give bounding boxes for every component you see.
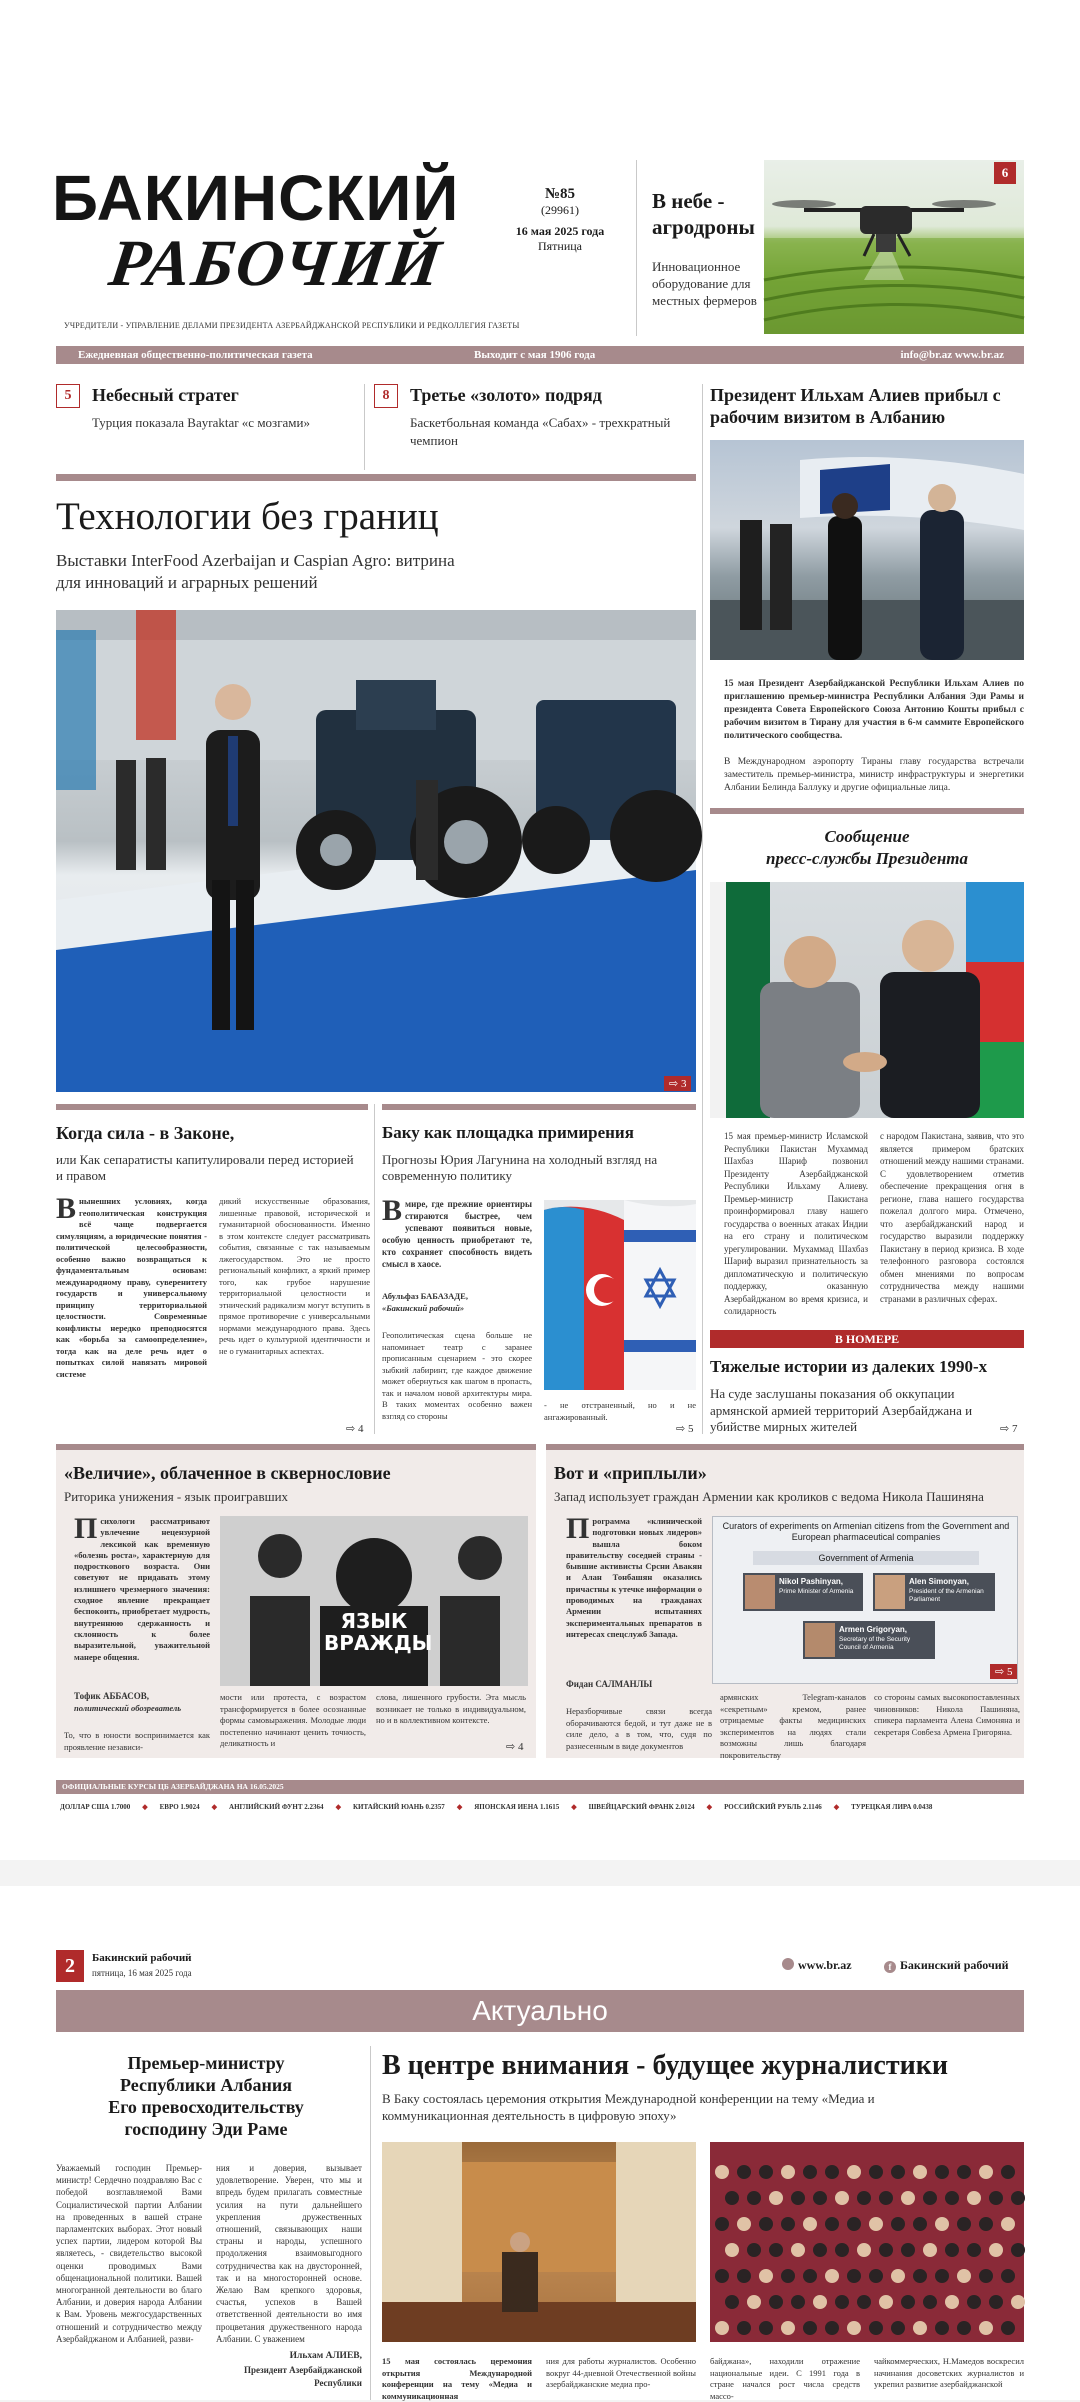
issue-total: (29961): [541, 203, 579, 217]
journalism-subtitle: В Баку состоялась церемония открытия Международной конференции на тему «Медиа и коммуникационная деятельность в цифровую эпоху»: [382, 2091, 875, 2123]
greatness-text3: слова, лишенного грубости. Эта мысль возникает не только в индивидуальном, но и в коллективном контексте.: [376, 1692, 526, 1725]
audience-head: [803, 2165, 817, 2179]
greatness-top-rule: [56, 1444, 536, 1450]
person-card-1: [743, 1573, 863, 1611]
audience-head: [847, 2217, 861, 2231]
audience-head: [879, 2295, 893, 2309]
promo-page-number[interactable]: 6: [994, 162, 1016, 184]
audience-head: [901, 2191, 915, 2205]
lead-page-link[interactable]: ⇨ 3: [664, 1076, 691, 1091]
greatness-lead: Психологи рассматривают увлечение нецензурной лексикой как временную «болезнь роста», характерную для подросткового возраста. Они советуют не придавать этому излишнего чрезмерного значения: сходное явление прекращает беспокоить, приобретает мудрость, внутреннюю сдержанность и склонность к более выразительной, уважительной манере общения.: [74, 1512, 210, 1662]
audience-head: [803, 2217, 817, 2231]
rate-item: КИТАЙСКИЙ ЮАНЬ 0.2357: [352, 1803, 445, 1811]
audience-head: [979, 2217, 993, 2231]
teaser-2-page[interactable]: 8: [374, 384, 398, 408]
rate-item: АНГЛИЙСКИЙ ФУНТ 2.2364: [229, 1803, 324, 1811]
page2-facebook[interactable]: [884, 1958, 1009, 1973]
letter-col1: Уважаемый господин Премьер-министр! Сердечно поздравляю Вас с победой возглавляемой Вами Социалистической партии Албании на проведенных в вашей стране парламентских выборах. Этот новый успех партии, лидером которой Вы являетесь, - свидетельство высокой оценки проводимых Вами общенациональной политики. Вашей многогранной деятельности во благо Албании, и доверия народа Албании к Вам. Уровень межгосударственных отношений и сотрудничество между Азербайджаном и Албанией, разви-: [56, 2163, 202, 2344]
rate-item: ЯПОНСКАЯ ИЕНА 1.1615: [474, 1803, 560, 1811]
teaser-2-title[interactable]: Третье «золото» подряд: [410, 385, 602, 405]
audience-head: [935, 2165, 949, 2179]
audience-head: [967, 2191, 981, 2205]
audience-head: [813, 2295, 827, 2309]
law-text-col2: дикий искусственные образования, лишенные правовой, исторической и гуманитарной обоснованности. Именно в этом контексте следует рассматривать события, связанные с так называемым лжегосударством. Это не просто региональный конфликт, а яркий пример того, как грубое нарушение территориальной целостности и этнический радикализм могут вступить в прямое противоречие с универсальными нормами международного права. Здесь речь идет о культурной идентичности и не о гуманитарных аспектах.: [219, 1196, 370, 1356]
person-avatar-3: [805, 1623, 835, 1657]
audience-head: [1011, 2191, 1025, 2205]
masthead-title-line2: РАБОЧИЙ: [104, 227, 447, 300]
baku-page-link[interactable]: ⇨ 5: [676, 1423, 694, 1435]
audience-head: [923, 2243, 937, 2257]
teaser-1-text: Турция показала Bayraktar «с мозгами»: [92, 415, 310, 430]
band-right[interactable]: info@br.az www.br.az: [900, 349, 1004, 361]
page2-site-label: www.br.az: [798, 1958, 852, 1972]
audience-head: [945, 2243, 959, 2257]
audience-head: [759, 2165, 773, 2179]
audience-head: [1001, 2269, 1015, 2283]
baku-subtitle: Прогнозы Юрия Лагунина на холодный взгляд на современную политику: [382, 1152, 658, 1183]
masthead-divider: [636, 160, 637, 336]
teaser-1-page[interactable]: 5: [56, 384, 80, 408]
issue-date: 16 мая 2025 года: [515, 224, 605, 238]
greatness-author: Тофик АББАСОВ,: [74, 1691, 150, 1701]
person-name-2: Alen Simonyan,: [909, 1577, 970, 1586]
audience-head: [957, 2269, 971, 2283]
greatness-image-line2: ВРАЖДЫ: [324, 1631, 433, 1655]
person-role-1: Prime Minister of Armenia: [779, 1588, 854, 1595]
letter-sign-name: Ильхам АЛИЕВ,: [289, 2351, 362, 2361]
audience-head: [967, 2243, 981, 2257]
greatness-text2: мости или протеста, с возрастом трансформируется в более осознанные формы самовыражения. Молодые люди постепенно начинают ценить точность, деликатность и: [220, 1692, 366, 1748]
rabbits-title[interactable]: Вот и «приплыли»: [554, 1463, 707, 1483]
page2-paper-name: Бакинский рабочий: [92, 1952, 192, 1964]
journalism-col4: чайкоммерческих, Н.Мамедов воскресил начинания досоветских журналистов и укрепил развитие азербайджанской: [874, 2356, 1024, 2389]
rate-separator: ◆: [571, 1803, 577, 1811]
greatness-image[interactable]: [220, 1516, 528, 1686]
audience-head: [913, 2321, 927, 2335]
audience-head: [935, 2269, 949, 2283]
teasers-bottom-rule: [56, 474, 696, 481]
in-issue-page-link[interactable]: ⇨ 7: [1000, 1423, 1018, 1435]
audience-head: [979, 2165, 993, 2179]
main-right-column-divider: [702, 384, 703, 1434]
rates-row: [60, 1800, 1020, 1814]
exhibition-scene: [56, 610, 696, 1092]
audience-head: [781, 2321, 795, 2335]
audience-head: [857, 2243, 871, 2257]
greatness-author-role: политический обозреватель: [74, 1703, 182, 1713]
press-text-col1: 15 мая премьер-министр Исламской Республики Пакистан Мухаммад Шахбаз Шариф позвонил Президенту Азербайджанской Республики Ильхаму Алиеву. Премьер-министр Пакистана проинформировал главу нашего государства о военных атаках Индии на его страну и политическом урегулировании. Мухаммад Шахбаз Шариф выразил признательность за дипломатическую и политическую поддержку, оказанную Азербайджаном во время кризиса, и солидарность: [724, 1131, 868, 1316]
audience-head: [891, 2321, 905, 2335]
audience-head: [769, 2295, 783, 2309]
baku-quote: Вмире, где прежние ориентиры стираются быстрее, чем успевают появиться новые, особую ценность приобретают те, кто сохраняет способность видеть смысл в хаосе.: [382, 1194, 532, 1269]
audience-head: [813, 2243, 827, 2257]
albania-caption: 15 мая Президент Азербайджанской Республики Ильхам Алиев по приглашению премьер-министра Республики Албания Эди Рамы и президента Совета Европейского Союза Антонию Кошты прибыл с рабочим визитом в Тирану для участия в 6-м саммите Европейского политического сообщества.: [724, 679, 1024, 741]
audience-head: [901, 2295, 915, 2309]
audience-head: [747, 2295, 761, 2309]
audience-head: [725, 2243, 739, 2257]
audience-head: [891, 2269, 905, 2283]
greatness-page-link[interactable]: ⇨ 4: [506, 1741, 524, 1753]
audience-head: [857, 2295, 871, 2309]
teaser-2-text: Баскетбольная команда «Сабах» - трехкратный чемпион: [410, 415, 671, 448]
journalism-photo-audience[interactable]: [710, 2142, 1024, 2342]
audience-head: [979, 2269, 993, 2283]
audience-head: [913, 2269, 927, 2283]
teaser-divider: [364, 384, 365, 470]
rate-separator: ◆: [335, 1803, 341, 1811]
audience-head: [901, 2243, 915, 2257]
albania-bottom-rule: [710, 808, 1024, 814]
audience-head: [935, 2217, 949, 2231]
law-baku-divider: [374, 1104, 375, 1434]
audience-head: [803, 2321, 817, 2335]
flags-icon: [544, 1200, 696, 1390]
lead-title[interactable]: Технологии без границ: [56, 495, 439, 538]
audience-head: [1011, 2243, 1025, 2257]
person-role-2: President of the Armenian Parliament: [909, 1588, 984, 1603]
audience-head: [979, 2321, 993, 2335]
press-photo[interactable]: [710, 882, 1024, 1118]
audience-head: [869, 2321, 883, 2335]
audience-head: [891, 2165, 905, 2179]
audience-head: [935, 2321, 949, 2335]
audience-head: [945, 2191, 959, 2205]
page2-divider: [370, 2046, 371, 2400]
audience-head: [781, 2269, 795, 2283]
journalism-col2: ния для работы журналистов. Особенно вокруг 44-дневной Отечественной войны азербайджанские медиа про-: [546, 2356, 696, 2389]
baku-text-after: - не отстраненный, но и не ангажированный.: [544, 1400, 696, 1422]
audience-head: [913, 2165, 927, 2179]
greatness-subtitle: Риторика унижения - язык проигравших: [64, 1489, 289, 1504]
greatness-title[interactable]: «Величие», облаченное в сквернословие: [64, 1463, 391, 1483]
masthead-band: [56, 346, 1024, 364]
letter-title: [56, 2052, 356, 2140]
baku-title[interactable]: Баку как площадка примирения: [382, 1123, 634, 1142]
baku-text: Геополитическая сцена больше не напоминает театр с заранее прописанным сценарием - это скорее зыбкий лабиринт, где каждое движение может обернуться как шагом в пропасть, так и началом новой архитектуры мира. В таких моментах особенно важен взгляд со стороны: [382, 1330, 532, 1421]
baku-author: Абульфаз БАБАЗАДЕ,: [382, 1291, 468, 1301]
audience-head: [989, 2295, 1003, 2309]
page-two: [0, 1886, 1080, 2400]
audience-head: [957, 2217, 971, 2231]
albania-photo[interactable]: [710, 440, 1024, 660]
law-subtitle: или Как сепаратисты капитулировали перед историей и правом: [56, 1152, 354, 1183]
journalism-col1: 15 мая состоялась церемония открытия Международной конференции на тему «Медиа и коммуникационная: [382, 2356, 532, 2401]
law-text: [56, 1192, 370, 1424]
teaser-1-title[interactable]: Небесный стратег: [92, 385, 239, 405]
audience-head: [759, 2269, 773, 2283]
band-left: Ежедневная общественно-политическая газета: [78, 349, 313, 361]
rabbits-lead: Программа «клинической подготовки новых лидеров» вышла боком правительству соседней страны - бывшие активисты Срсни Авакян и Алан Тонбашян оказались причастны к утечке информации о проводимых на гражданах Армении испытаниях экспериментальных препаратов в интересах спецслужб Запада.: [566, 1512, 702, 1639]
leaders-handshake: [710, 882, 1024, 1118]
baku-top-rule: [382, 1104, 696, 1110]
audience-head: [791, 2295, 805, 2309]
person-name-3: Armen Grigoryan,: [839, 1625, 908, 1634]
audience-head: [989, 2191, 1003, 2205]
promo-text: Инновационное оборудование для местных фермеров: [652, 259, 757, 308]
albania-title[interactable]: Президент Ильхам Алиев прибыл с рабочим визитом в Албанию: [710, 385, 1001, 427]
audience-head: [879, 2191, 893, 2205]
letter-sign-role: Президент Азербайджанской Республики: [243, 2365, 362, 2388]
rabbits-panel[interactable]: [712, 1516, 1018, 1684]
audience-head: [879, 2243, 893, 2257]
audience-head: [747, 2243, 761, 2257]
drone-icon: [764, 160, 1024, 334]
press-text: [724, 1130, 1024, 1318]
audience-head: [813, 2191, 827, 2205]
page2-site[interactable]: [782, 1958, 852, 1973]
greatness-image-line1: ЯЗЫК: [340, 1609, 408, 1633]
rate-item: ЕВРО 1.9024: [159, 1803, 200, 1811]
audience-head: [1011, 2295, 1025, 2309]
audience-head: [759, 2321, 773, 2335]
masthead-title-line1: БАКИНСКИЙ: [52, 162, 460, 234]
baku-flags-photo[interactable]: [544, 1200, 696, 1390]
greatness-text1: То, что в юности воспринимается как проявление независи-: [64, 1730, 210, 1752]
rabbits-text3: со стороны самых высокопоставленных чиновников: Никола Пашиняна, спикера парламента Алена Симоняна и секретаря Совбеза Армена Григоряна.: [874, 1692, 1020, 1737]
rate-separator: ◆: [706, 1803, 713, 1811]
audience-head: [847, 2269, 861, 2283]
person-card-2: [873, 1573, 995, 1611]
audience-head: [715, 2165, 729, 2179]
audience-head: [857, 2191, 871, 2205]
audience-head: [769, 2243, 783, 2257]
audience-head: [847, 2165, 861, 2179]
press-title-line1: Сообщение: [824, 827, 910, 846]
page2-date: пятница, 16 мая 2025 года: [92, 1968, 192, 1978]
audience-head: [725, 2295, 739, 2309]
audience-head: [737, 2165, 751, 2179]
baku-author-role: «Бакинский рабочий»: [382, 1303, 465, 1313]
journalism-photo-stage[interactable]: [382, 2142, 696, 2342]
conference-audience: [710, 2142, 1024, 2342]
masthead-title: [52, 162, 492, 300]
rabbits-text1: Неразборчивые связи всегда оборачиваются бедой, и тут даже не в силе дело, а в том, что, судя по разнесенным в виде документов: [566, 1706, 712, 1751]
audience-head: [781, 2165, 795, 2179]
conference-stage: [382, 2142, 696, 2342]
audience-head: [737, 2217, 751, 2231]
audience-head: [1001, 2165, 1015, 2179]
rabbits-panel-gov: Government of Armenia: [753, 1551, 979, 1565]
facebook-icon: f: [884, 1961, 896, 1973]
audience-head: [715, 2321, 729, 2335]
rate-separator: ◆: [211, 1803, 218, 1811]
journalism-col3: байджана», находили отражение национальные идеи. С 1991 года в стране начался рост числа средств массо-: [710, 2356, 860, 2401]
press-title[interactable]: [710, 826, 1024, 870]
law-top-rule: [56, 1104, 368, 1110]
audience-head: [957, 2321, 971, 2335]
letter-title-3: Его превосходительству: [108, 2097, 304, 2117]
page2-facebook-label: Бакинский рабочий: [900, 1958, 1009, 1972]
audience-head: [825, 2269, 839, 2283]
rate-item: ШВЕЙЦАРСКИЙ ФРАНК 2.0124: [588, 1803, 695, 1811]
audience-head: [825, 2217, 839, 2231]
audience-head: [825, 2165, 839, 2179]
audience-head: [891, 2217, 905, 2231]
lead-photo[interactable]: [56, 610, 696, 1092]
audience-head: [869, 2217, 883, 2231]
person-card-3: [803, 1621, 935, 1659]
section-band: Актуально: [56, 1990, 1024, 2032]
audience-head: [869, 2165, 883, 2179]
rate-separator: ◆: [142, 1803, 148, 1811]
issue-weekday: Пятница: [537, 239, 583, 253]
audience-head: [913, 2217, 927, 2231]
rates-title: ОФИЦИАЛЬНЫЕ КУРСЫ ЦБ АЗЕРБАЙДЖАНА НА 16.05.2025: [56, 1780, 1024, 1794]
audience-head: [989, 2243, 1003, 2257]
law-title[interactable]: Когда сила - в Законе,: [56, 1123, 235, 1143]
audience-head: [923, 2191, 937, 2205]
lead-subtitle: Выставки InterFood Azerbaijan и Caspian Agro: витрина для инноваций и аграрных решений: [56, 551, 455, 592]
audience-head: [923, 2295, 937, 2309]
rabbits-author: Фидан САЛМАНЛЫ: [566, 1679, 653, 1689]
press-text-col2: с народом Пакистана, заявив, что это является примером братских отношений между нашими странами. С удовлетворением отметив обеспечение прекращения огня в регионе, глава нашего государства пожелал долгого мира. Отмечено, что азербайджанский народ и государство выразили поддержку Пакистану в период кризиса. В ходе телефонного разговора состоялся обмен мнениями по вопросам сотрудничества между нашими странами в различных сферах.: [880, 1131, 1024, 1304]
audience-head: [725, 2191, 739, 2205]
rabbits-text2: армянских Telegram-каналов «секретным» кремом, ранее отрицаемые факты медицинских экспериментов на людях стали возможны лишь благодаря покровительству: [720, 1692, 866, 1760]
letter-title-2: Республики Албания: [120, 2075, 292, 2095]
rabbits-panel-header: Curators of experiments on Armenian citizens from the Government and European pharmaceutical companies: [722, 1521, 1010, 1542]
rate-separator: ◆: [456, 1803, 463, 1811]
audience-head: [1001, 2321, 1015, 2335]
in-issue-label: В НОМЕРЕ: [710, 1330, 1024, 1348]
band-center: Выходит с мая 1906 года: [474, 349, 596, 361]
letter-col2: ния и доверия, вызывает удовлетворение. Уверен, что мы и впредь будем прилагать совместные усилия на пути дальнейшего укрепления дружественных отношений, связывающих наши страны и народы, успешного продолжения взаимовыгодного сотрудничества как на двусторонней, так и на многосторонней основе. Желаю Вам крепкого здоровья, счастья, успехов в Вашей ответственной деятельности во имя процветания дружественного народа Албании. С уважением: [216, 2163, 362, 2344]
in-issue-title[interactable]: Тяжелые истории из далеких 1990-х: [710, 1357, 988, 1376]
audience-head: [945, 2295, 959, 2309]
audience-head: [769, 2191, 783, 2205]
audience-head: [803, 2269, 817, 2283]
rate-item: ДОЛЛАР США 1.7000: [60, 1803, 131, 1811]
hate-speech-illustration: [220, 1516, 528, 1686]
audience-head: [747, 2191, 761, 2205]
audience-head: [781, 2217, 795, 2231]
person-avatar-1: [745, 1575, 775, 1609]
letter-title-4: господину Эди Раме: [124, 2119, 288, 2139]
in-issue-text: На суде заслушаны показания об оккупации армянской армией территорий Азербайджана и убийстве мирных жителей: [710, 1386, 973, 1434]
person-role-3: Secretary of the Security Council of Armenia: [839, 1636, 911, 1651]
rate-item: ТУРЕЦКАЯ ЛИРА 0.0438: [851, 1803, 933, 1811]
audience-head: [1001, 2217, 1015, 2231]
promo-drone-photo[interactable]: [764, 160, 1024, 334]
law-text-col1: Внынешних условиях, когда геополитическая конструкция всё чаще подвергается симуляциям, а юридические понятия - политической целесообразности, особенно важно возвращаться к фундаментальным основам: международному праву, суверенитету государств и универсальному принципу территориальной целостности. Современные конфликты нередко преподносятся как «борьба за самоопределение», тогда как на деле речь идет о попытках силой навязать мировой системе: [56, 1192, 207, 1379]
rabbits-subtitle: Запад использует граждан Армении как кроликов с ведома Никола Пашиняна: [554, 1489, 984, 1504]
rate-item: РОССИЙСКИЙ РУБЛЬ 2.1146: [724, 1803, 822, 1811]
audience-head: [737, 2321, 751, 2335]
audience-head: [835, 2191, 849, 2205]
audience-head: [715, 2269, 729, 2283]
airport-scene: [710, 440, 1024, 660]
issue-number: №85: [544, 186, 576, 202]
letter-title-1: Премьер-министру: [127, 2053, 285, 2073]
audience-head: [737, 2269, 751, 2283]
person-avatar-2: [875, 1575, 905, 1609]
audience-head: [791, 2243, 805, 2257]
albania-text: В Международном аэропорту Тираны главу государства встречали заместитель премьер-министра, министр инфраструктуры и энергетики Албании Белинда Баллуку и другие официальные лица.: [724, 757, 1024, 793]
audience-head: [869, 2269, 883, 2283]
issue-info: [510, 186, 610, 254]
founders-line: УЧРЕДИТЕЛИ - УПРАВЛЕНИЕ ДЕЛАМИ ПРЕЗИДЕНТА АЗЕРБАЙДЖАНСКОЙ РЕСПУБЛИКИ И РЕДКОЛЛЕГИЯ ГАЗЕТЫ: [64, 321, 520, 330]
audience-head: [967, 2295, 981, 2309]
law-page-link[interactable]: ⇨ 4: [346, 1423, 364, 1435]
audience-head: [835, 2243, 849, 2257]
page2-number: 2: [56, 1950, 84, 1982]
rate-separator: ◆: [833, 1803, 840, 1811]
audience-head: [957, 2165, 971, 2179]
audience-head: [825, 2321, 839, 2335]
person-name-1: Nikol Pashinyan,: [779, 1577, 844, 1586]
audience-head: [835, 2295, 849, 2309]
audience-head: [791, 2191, 805, 2205]
press-title-line2: пресс-службы Президента: [766, 849, 968, 868]
promo-title[interactable]: В небе - агродроны: [652, 189, 755, 239]
rabbits-top-rule: [546, 1444, 1024, 1450]
journalism-title[interactable]: В центре внимания - будущее журналистики: [382, 2050, 948, 2081]
audience-head: [759, 2217, 773, 2231]
audience-head: [847, 2321, 861, 2335]
globe-icon: [782, 1958, 794, 1970]
audience-head: [715, 2217, 729, 2231]
rabbits-page-link[interactable]: ⇨ 5: [990, 1664, 1017, 1679]
greatness-image-caption: [324, 1609, 433, 1655]
